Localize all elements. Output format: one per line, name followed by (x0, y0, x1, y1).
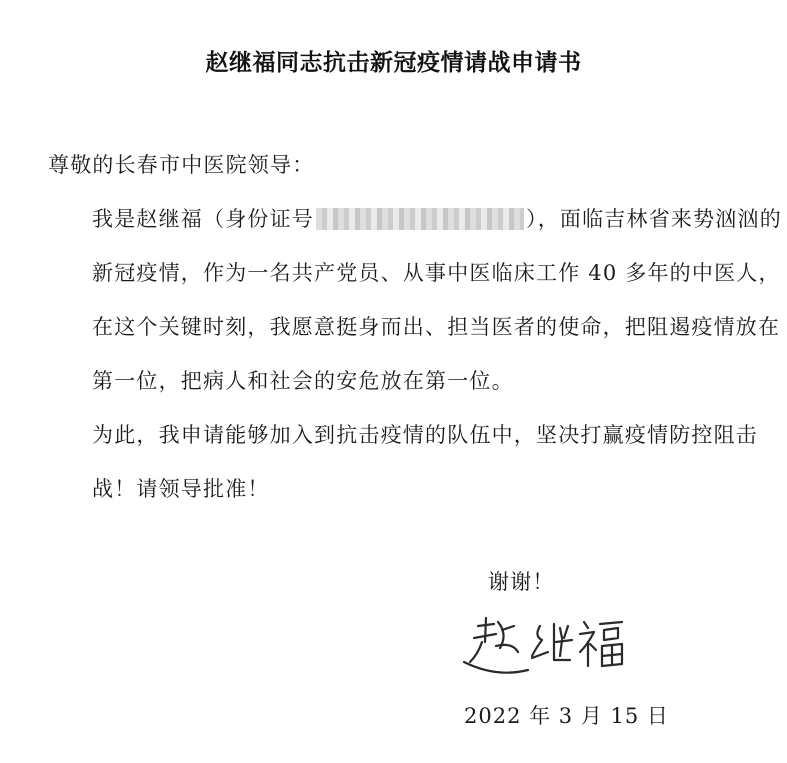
signature-drawing (456, 612, 636, 682)
redacted-id-number (316, 208, 524, 230)
salutation: 尊敬的长春市中医院领导： (48, 153, 315, 177)
paragraph-application: 为此，我申请能够加入到抗击疫情的队伍中，坚决打赢疫情防控阻击战！请领导批准！ (92, 423, 758, 501)
paragraph-request (48, 192, 786, 408)
closing-thanks: 谢谢！ (488, 570, 555, 594)
paragraph-request-body: ），面临吉林省来势汹汹的新冠疫情，作为一名共产党员、从事中医临床工作 40 多年的中医人，在这个关键时刻，我愿意挺身而出、担当医者的使命，把阻遏疫情放在第一位，把病人和社会的安危放在第一位。 (92, 207, 782, 393)
document-title: 赵继福同志抗击新冠疫情请战申请书 (205, 50, 582, 76)
signing-date: 2022 年 3 月 15 日 (464, 704, 669, 728)
paragraph-request-intro: 我是赵继福（身份证号 (92, 207, 314, 231)
handwritten-signature (456, 612, 636, 682)
